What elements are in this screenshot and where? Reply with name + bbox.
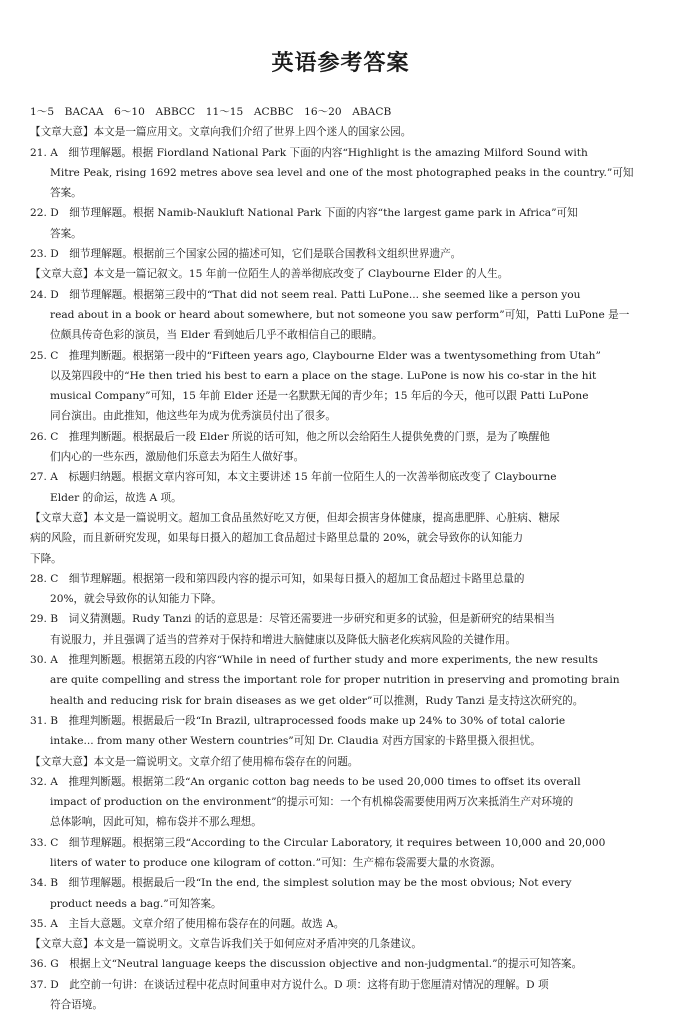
text-line: 【文章大意】本文是一篇说明文。超加工食品虽然好吃又方便，但却会损害身体健康，提高患肥胖、心脏病、糖尿 [30, 511, 560, 524]
text-line: 25. C 推理判断题。根据第一段中的“Fifteen years ago, Claybourne Elder was a twentysomething from Utah” [30, 349, 601, 362]
text-line: 下降。 [30, 552, 62, 565]
text-line: 30. A 推理判断题。根据第五段的内容“While in need of further study and more experiments, the new results [30, 654, 598, 667]
text-line: are quite compelling and stress the important role for proper nutrition in preserving and promoting brain [50, 674, 620, 687]
page-title: 英语参考答案 [271, 51, 410, 76]
text-line: liters of water to produce one kilogram of cotton.”可知：生产棉布袋需要大量的水资源。 [50, 856, 502, 869]
text-line: 们内心的一些东西，激励他们乐意去为陌生人做好事。 [50, 451, 305, 464]
text-line: 32. A 推理判断题。根据第二段“An organic cotton bag needs to be used 20,000 times to offset its overall [30, 775, 581, 788]
text-line: 同台演出。由此推知，他这些年为成为优秀演员付出了很多。 [50, 410, 337, 423]
text-line: 24. D 细节理解题。根据第三段中的“That did not seem real. Patti LuPone... she seemed like a person you [30, 288, 581, 301]
text-line: 答案。 [50, 187, 82, 200]
text-line: 总体影响，因此可知，棉布袋并不那么理想。 [50, 816, 262, 829]
text-line: 21. A 细节理解题。根据 Fiordland National Park 下面的内容“Highlight is the amazing Milford Sound with [30, 146, 588, 159]
text-line: 答案。 [50, 227, 82, 240]
text-line: 33. C 细节理解题。根据第三段“According to the Circular Laboratory, it requires between 10,000 and 20,000 [30, 836, 606, 849]
text-line: 31. B 推理判断题。根据最后一段“In Brazil, ultraprocessed foods make up 24% to 30% of total calorie [30, 714, 566, 727]
text-line: 22. D 细节理解题。根据 Namib-Naukluft National Park 下面的内容“the largest game park in Africa”可知 [30, 207, 578, 220]
text-line: 有说服力，并且强调了适当的营养对于保持和增进大脑健康以及降低大脑老化疾病风险的关键作用。 [50, 633, 517, 646]
text-line: 36. G 根据上文“Neutral language keeps the discussion objective and non-judgmental.”的提示可知答案。 [30, 958, 583, 971]
text-line: 34. B 细节理解题。根据最后一段“In the end, the simplest solution may be the most obvious; Not every [30, 877, 572, 890]
text-line: 以及第四段中的“He then tried his best to earn a place on the stage. LuPone is now his co-star in the hit [50, 369, 597, 382]
text-line: intake... from many other Western countries”可知 Dr. Claudia 对西方国家的卡路里摄入很担忧。 [50, 735, 541, 748]
text-line: read about in a book or heard about somewhere, but not someone you saw perform”可知，Patti LuPone 是一 [50, 308, 630, 321]
text-line: 27. A 标题归纳题。根据文章内容可知，本文主要讲述 15 年前一位陌生人的一次善举彻底改变了 Claybourne [30, 471, 557, 484]
text-line: 1～5 BACAA 6～10 ABBCC 11～15 ACBBC 16～20 ABACB [30, 106, 392, 118]
text-line: 29. B 词义猜测题。Rudy Tanzi 的话的意思是：尽管还需要进一步研究和更多的试验，但是新研究的结果相当 [30, 613, 555, 626]
text-line: 20%，就会导致你的认知能力下降。 [50, 593, 222, 606]
text-line: health and reducing risk for brain diseases as we get older”可以推测，Rudy Tanzi 是支持这次研究的。 [50, 694, 584, 707]
text-line: 【文章大意】本文是一篇应用文。文章向我们介绍了世界上四个迷人的国家公园。 [30, 126, 412, 139]
text-line: 病的风险，而且新研究发现，如果每日摄入的超加工食品超过卡路里总量的 20%，就会导致你的认知能力 [30, 532, 524, 545]
text-line: product needs a bag.”可知答案。 [50, 897, 222, 910]
text-line: 【文章大意】本文是一篇记叙文。15 年前一位陌生人的善举彻底改变了 Claybourne Elder 的人生。 [30, 268, 509, 281]
text-line: 37. D 此空前一句讲：在谈话过程中花点时间重申对方说什么。D 项：这将有助于您厘清对情况的理解。D 项 [30, 978, 549, 991]
text-line: Elder 的命运，故选 A 项。 [50, 491, 182, 504]
text-line: 28. C 细节理解题。根据第一段和第四段内容的提示可知，如果每日摄入的超加工食品超过卡路里总量的 [30, 572, 525, 585]
answer-content [30, 102, 651, 1015]
text-line: musical Company”可知，15 年前 Elder 还是一名默默无闻的青少年；15 年后的今天，他可以跟 Patti LuPone [50, 390, 589, 403]
text-line: 23. D 细节理解题。根据前三个国家公园的描述可知，它们是联合国教科文组织世界遗产。 [30, 248, 462, 261]
text-line: 符合语境。 [50, 999, 103, 1012]
text-line: 【文章大意】本文是一篇说明文。文章介绍了使用棉布袋存在的问题。 [30, 755, 359, 768]
text-line: 35. A 主旨大意题。文章介绍了使用棉布袋存在的问题。故选 A。 [30, 917, 345, 930]
text-line: 位颇具传奇色彩的演员，当 Elder 看到她后几乎不敢相信自己的眼睛。 [50, 329, 383, 342]
text-line: 【文章大意】本文是一篇说明文。文章告诉我们关于如何应对矛盾冲突的几条建议。 [30, 938, 422, 951]
text-line: Mitre Peak, rising 1692 metres above sea level and one of the most photographed peaks in the country.”可知 [50, 166, 634, 179]
text-line: impact of production on the environment”的提示可知：一个有机棉袋需要使用两万次来抵消生产对环境的 [50, 796, 574, 809]
text-line: 26. C 推理判断题。根据最后一段 Elder 所说的话可知，他之所以会给陌生人提供免费的门票，是为了唤醒他 [30, 430, 550, 443]
